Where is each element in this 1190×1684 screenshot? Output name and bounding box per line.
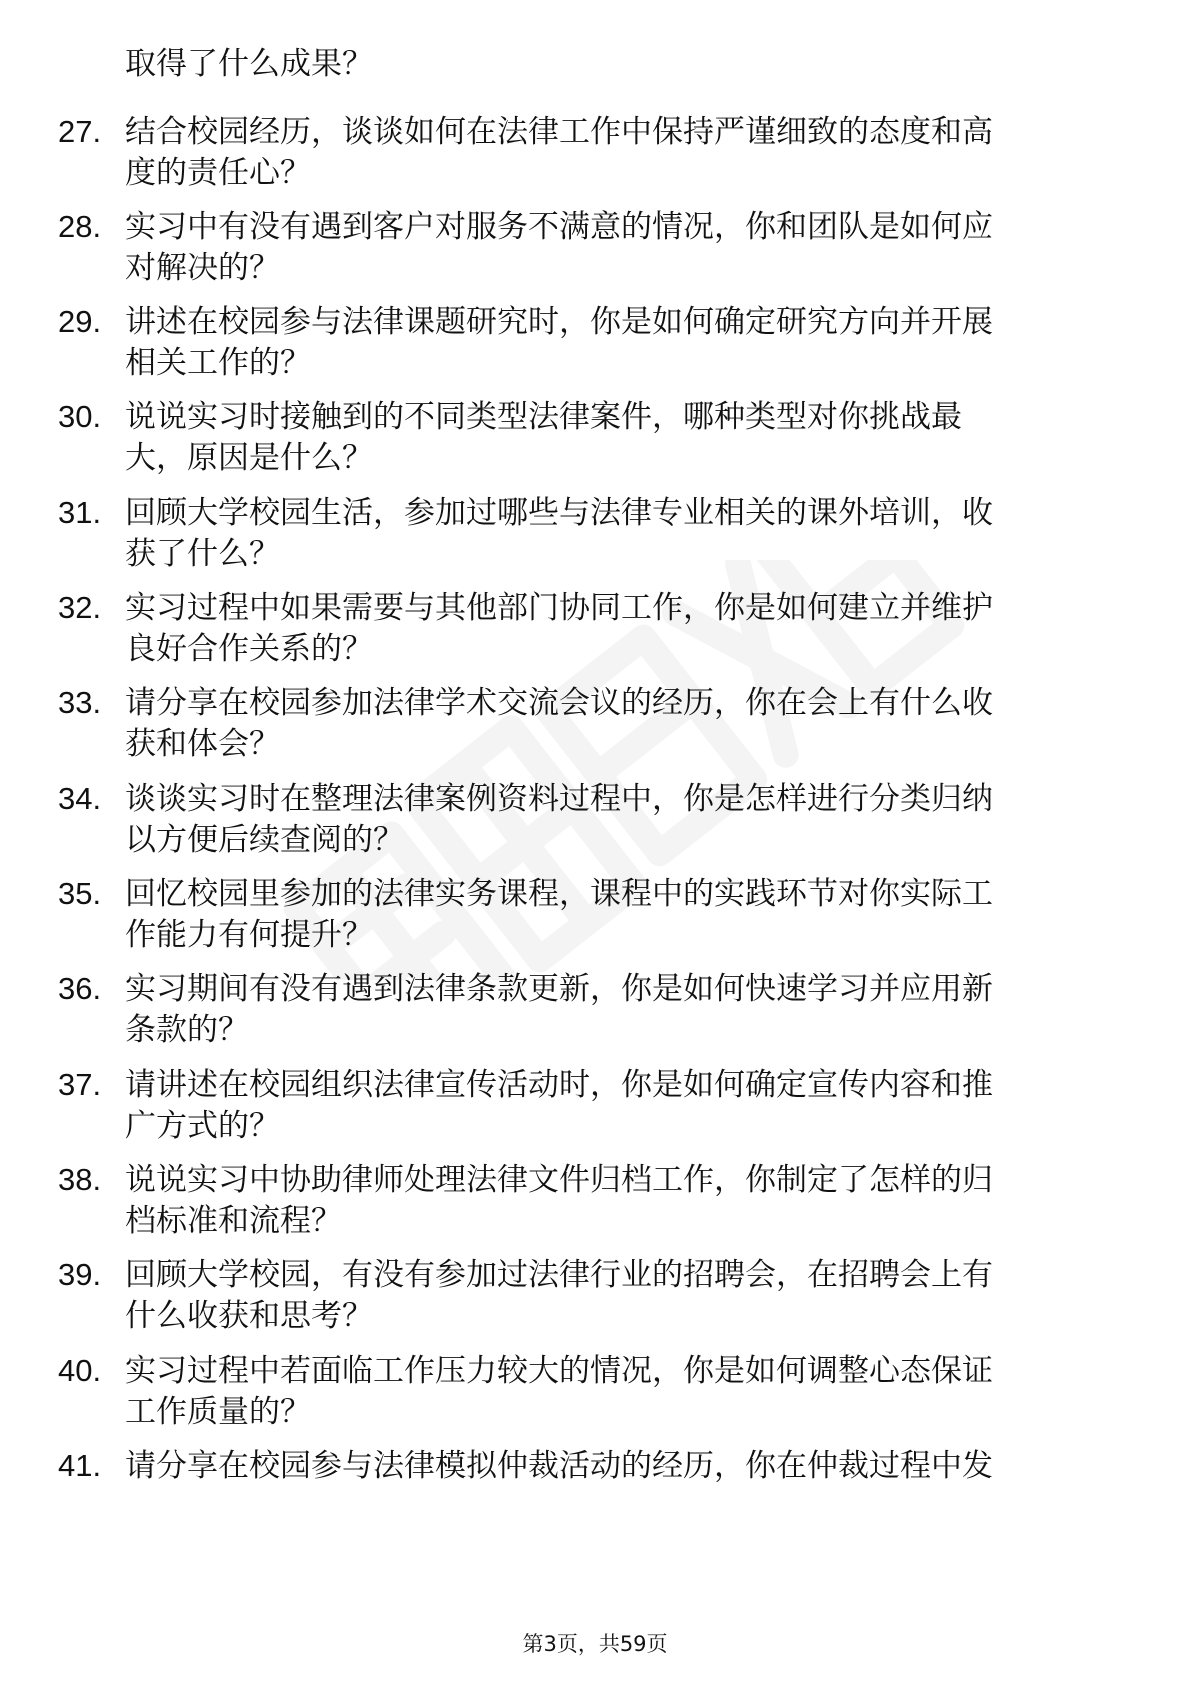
question-number: 30.: [58, 399, 102, 434]
continued-question-text: 取得了什么成果？: [125, 46, 373, 82]
question-number: 39.: [58, 1257, 102, 1292]
question-text-line: 对解决的？: [125, 250, 280, 286]
question-text-line: 请分享在校园参与法律模拟仲裁活动的经历，你在仲裁过程中发: [125, 1448, 993, 1484]
question-text-line: 档标准和流程？: [125, 1203, 342, 1239]
question-text-line: 作能力有何提升？: [125, 917, 373, 953]
question-number: 31.: [58, 495, 102, 530]
question-number: 33.: [58, 685, 102, 720]
question-text-line: 谈谈实习时在整理法律案例资料过程中，你是怎样进行分类归纳: [125, 781, 993, 817]
question-text-line: 以方便后续查阅的？: [125, 822, 404, 858]
question-text-line: 获了什么？: [125, 536, 280, 572]
question-text-line: 说说实习时接触到的不同类型法律案件，哪种类型对你挑战最: [125, 399, 962, 435]
question-text-line: 实习过程中如果需要与其他部门协同工作，你是如何建立并维护: [125, 590, 993, 626]
question-text-line: 回顾大学校园，有没有参加过法律行业的招聘会，在招聘会上有: [125, 1257, 993, 1293]
question-text-line: 结合校园经历，谈谈如何在法律工作中保持严谨细致的态度和高: [125, 114, 993, 150]
question-number: 36.: [58, 971, 102, 1006]
question-text-line: 度的责任心？: [125, 155, 311, 191]
question-text-line: 讲述在校园参与法律课题研究时，你是如何确定研究方向并开展: [125, 304, 993, 340]
question-text-line: 请分享在校园参加法律学术交流会议的经历，你在会上有什么收: [125, 685, 993, 721]
question-number: 32.: [58, 590, 102, 625]
question-number: 37.: [58, 1067, 102, 1102]
question-number: 41.: [58, 1448, 102, 1483]
question-text-line: 相关工作的？: [125, 345, 311, 381]
question-text-line: 条款的？: [125, 1012, 249, 1048]
question-text-line: 大，原因是什么？: [125, 440, 373, 476]
question-number: 27.: [58, 114, 102, 149]
question-text-line: 获和体会？: [125, 726, 280, 762]
question-text-line: 实习期间有没有遇到法律条款更新，你是如何快速学习并应用新: [125, 971, 993, 1007]
question-text-line: 良好合作关系的？: [125, 631, 373, 667]
question-number: 38.: [58, 1162, 102, 1197]
page-footer: 第3页，共59页: [522, 1632, 668, 1656]
question-text-line: 请讲述在校园组织法律宣传活动时，你是如何确定宣传内容和推: [125, 1067, 993, 1103]
question-text-line: 实习过程中若面临工作压力较大的情况，你是如何调整心态保证: [125, 1353, 993, 1389]
question-number: 29.: [58, 304, 102, 339]
question-number: 40.: [58, 1353, 102, 1388]
question-number: 35.: [58, 876, 102, 911]
question-text-line: 广方式的？: [125, 1108, 280, 1144]
question-text-line: 工作质量的？: [125, 1394, 311, 1430]
question-text-line: 说说实习中协助律师处理法律文件归档工作，你制定了怎样的归: [125, 1162, 993, 1198]
question-text-line: 实习中有没有遇到客户对服务不满意的情况，你和团队是如何应: [125, 209, 993, 245]
question-text-line: 回顾大学校园生活，参加过哪些与法律专业相关的课外培训，收: [125, 495, 993, 531]
question-text-line: 什么收获和思考？: [125, 1298, 373, 1334]
question-number: 34.: [58, 781, 102, 816]
question-text-line: 回忆校园里参加的法律实务课程，课程中的实践环节对你实际工: [125, 876, 993, 912]
question-number: 28.: [58, 209, 102, 244]
